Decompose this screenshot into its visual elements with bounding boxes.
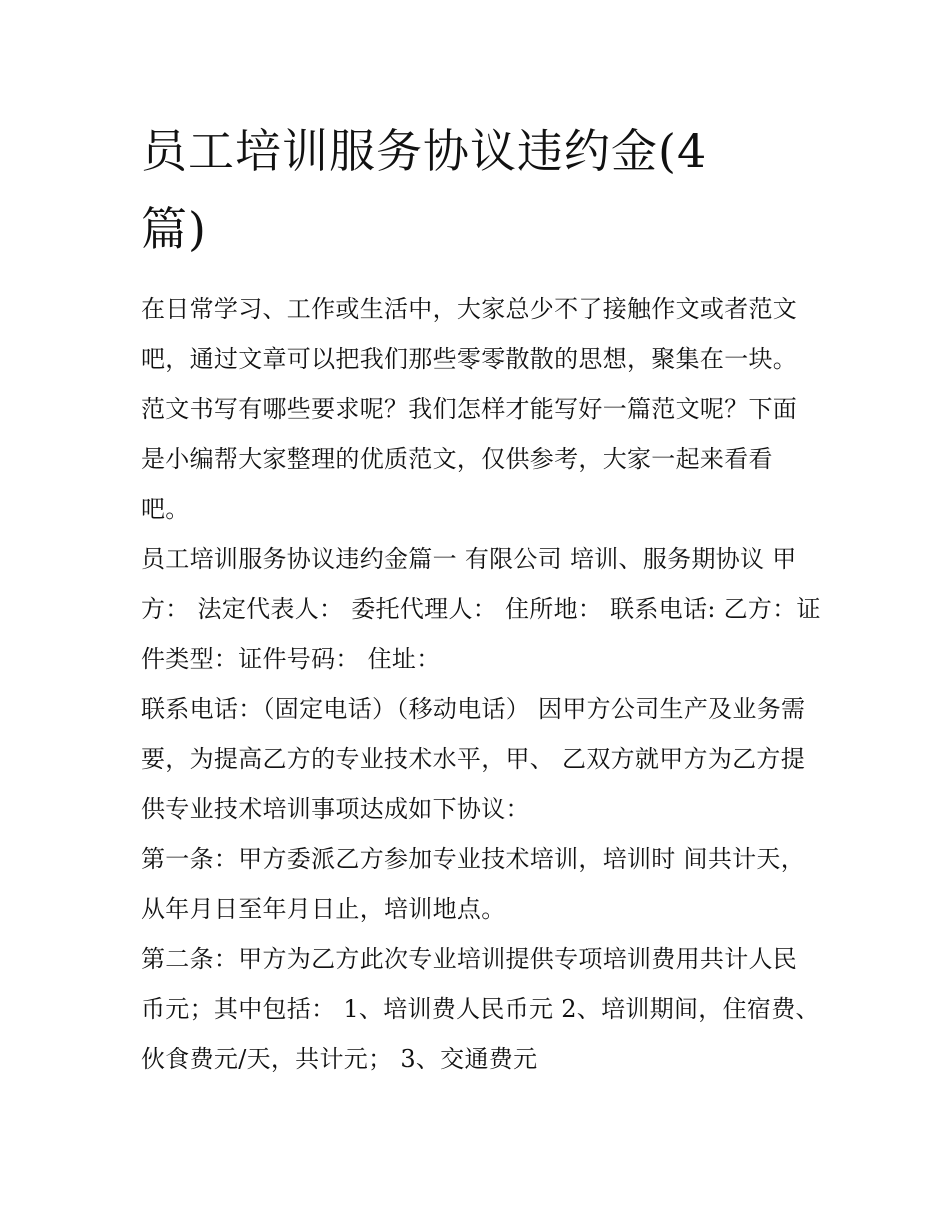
- parties-paragraph: 员工培训服务协议违约金篇一 有限公司 培训、服务期协议 甲方： 法定代表人： 委托代理人： 住所地： 联系电话: 乙方：证件类型：证件号码： 住址：: [141, 545, 821, 673]
- article-two-paragraph: 第二条：甲方为乙方此次专业培训提供专项培训费用共计人民币元；其中包括： 1、培训费人民币元 2、培训期间，住宿费、伙食费元/天，共计元； 3、交通费元: [141, 945, 820, 1073]
- document-title: 员工培训服务协议违约金(4篇): [141, 124, 708, 256]
- intro-paragraph: 在日常学习、工作或生活中，大家总少不了接触作文或者范文吧，通过文章可以把我们那些零零散散的思想，聚集在一块。范文书写有哪些要求呢？我们怎样才能写好一篇范文呢？下面是小编帮大家整理的优质范文，仅供参考，大家一起来看看吧。: [141, 295, 798, 523]
- document-page: [141, 112, 821, 1084]
- article-one-paragraph: 第一条：甲方委派乙方参加专业技术培训，培训时 间共计天，从年月日至年月日止，培训地点。: [141, 845, 806, 923]
- purpose-paragraph: 联系电话：（固定电话）（移动电话） 因甲方公司生产及业务需要，为提高乙方的专业技术水平，甲、 乙双方就甲方为乙方提供专业技术培训事项达成如下协议：: [141, 695, 806, 823]
